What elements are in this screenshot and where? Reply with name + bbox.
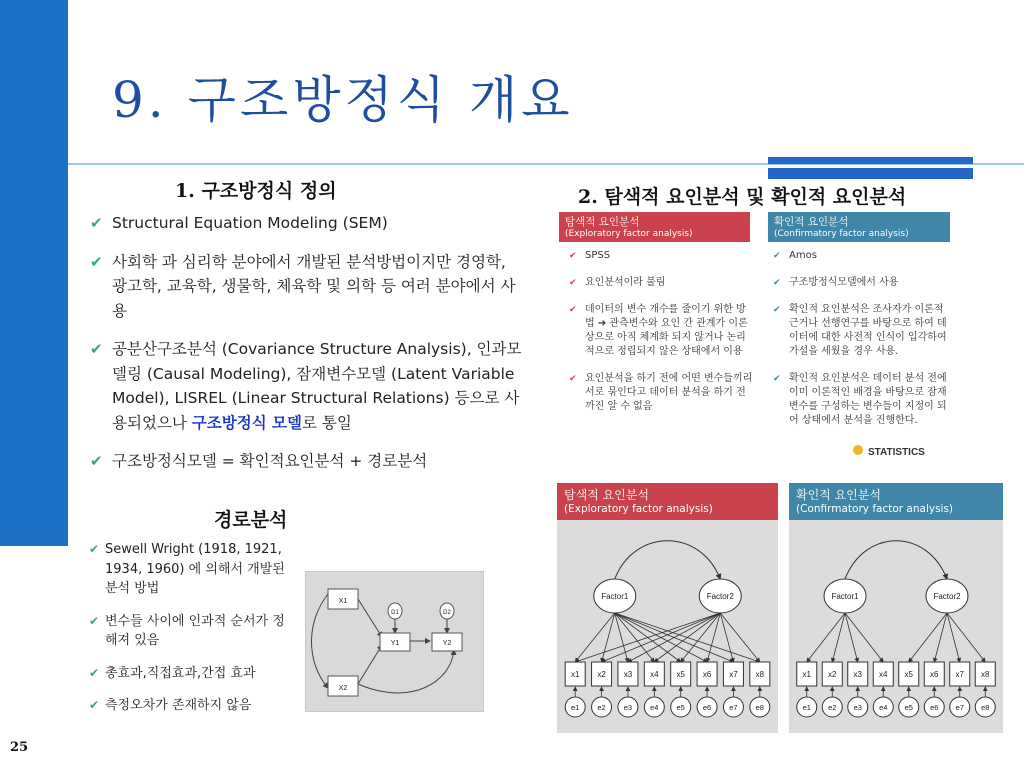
svg-text:x6: x6	[930, 670, 939, 679]
svg-text:e6: e6	[930, 703, 939, 712]
error-term	[750, 687, 770, 717]
efa-diagram-header: 탐색적 요인분석 (Exploratory factor analysis)	[557, 483, 778, 520]
error-term	[723, 687, 743, 717]
list-item: ✔ 총효과,직접효과,간접 효과	[89, 664, 294, 684]
svg-text:x7: x7	[955, 670, 964, 679]
observed-variable	[644, 662, 664, 686]
svg-text:e6: e6	[702, 703, 712, 712]
error-term	[848, 687, 868, 717]
loading-paths	[575, 613, 760, 662]
error-term	[873, 687, 893, 717]
statistics-watermark	[848, 443, 950, 457]
svg-text:e2: e2	[828, 703, 837, 712]
svg-text:e5: e5	[676, 703, 685, 712]
error-term	[671, 687, 691, 717]
section1-heading: 1. 구조방정식 정의	[175, 180, 337, 202]
svg-text:x4: x4	[879, 670, 888, 679]
left-accent-bar	[0, 0, 68, 546]
slide-title: 9. 구조방정식 개요	[112, 71, 574, 129]
check-icon: ✔	[90, 252, 103, 271]
svg-text:x1: x1	[802, 670, 811, 679]
check-icon: ✔	[89, 613, 100, 628]
loading-paths	[807, 613, 986, 662]
factor-analysis-comparison	[559, 212, 950, 458]
check-icon: ✔	[90, 214, 103, 232]
check-icon: ✔	[569, 305, 577, 315]
svg-text:e5: e5	[904, 703, 913, 712]
svg-text:Factor2: Factor2	[706, 592, 734, 601]
list-item: ✔ Sewell Wright (1918, 1921, 1934, 1960) 에 의해서 개발된 분석 방법	[89, 542, 285, 596]
cfa-list	[773, 249, 950, 441]
observed-variable	[618, 662, 638, 686]
svg-text:Factor2: Factor2	[933, 592, 961, 601]
observed-variable	[873, 662, 893, 686]
error-term	[618, 687, 638, 717]
section3-heading: 경로분석	[214, 509, 288, 531]
observed-variable	[975, 662, 995, 686]
check-icon: ✔	[90, 452, 103, 470]
svg-text:x6: x6	[702, 670, 712, 679]
svg-text:x8: x8	[755, 670, 765, 679]
factor-node	[699, 579, 741, 613]
list-item: ✔ SPSS	[569, 250, 611, 261]
cfa-diagram-header: 확인적 요인분석 (Confirmatory factor analysis)	[789, 483, 1003, 520]
list-item: ✔ Structural Equation Modeling (SEM)	[90, 211, 525, 236]
accent-stripe-bottom	[768, 168, 973, 179]
svg-text:x2: x2	[828, 670, 837, 679]
observed-variable	[950, 662, 970, 686]
svg-text:e2: e2	[597, 703, 606, 712]
path-node-y2	[432, 633, 462, 651]
observed-variable	[797, 662, 817, 686]
efa-diagram	[557, 483, 778, 733]
check-icon: ✔	[569, 374, 577, 384]
error-term	[822, 687, 842, 717]
svg-text:e1: e1	[802, 703, 811, 712]
check-icon: ✔	[90, 340, 103, 358]
svg-text:e3: e3	[853, 703, 862, 712]
section1-bullet-list	[90, 211, 525, 488]
path-node-y1	[380, 633, 410, 651]
svg-text:x4: x4	[650, 670, 659, 679]
logo-icon	[853, 445, 863, 455]
observed-variable	[592, 662, 612, 686]
error-term	[592, 687, 612, 717]
list-item: ✔ 데이터의 변수 개수를 줄이기 위한 방법 ➔ 관측변수와 요인 간 관계가 이론상으로 아직 체계화 되지 않거나 논리적으로 정립되지 않은 상태에서 이용	[569, 304, 748, 357]
list-item: ✔ 요인분석을 하기 전에 어떤 변수들끼리 서로 묶인다고 데이터 분석을 하기 전까진 알 수 없음	[569, 373, 753, 412]
svg-text:x1: x1	[570, 670, 580, 679]
highlight-term: 구조방정식 모델	[191, 413, 303, 432]
check-icon: ✔	[773, 251, 781, 261]
factor-node	[824, 579, 866, 613]
error-term	[975, 687, 995, 717]
svg-text:x3: x3	[853, 670, 862, 679]
error-term	[565, 687, 585, 717]
list-item: ✔ 구조방정식모델에서 사용	[773, 277, 899, 288]
svg-text:e7: e7	[729, 703, 738, 712]
svg-text:x7: x7	[729, 670, 738, 679]
list-item: ✔ Amos	[773, 250, 817, 261]
observed-variable	[848, 662, 868, 686]
svg-text:e4: e4	[650, 703, 659, 712]
efa-diagram-graphic	[557, 520, 778, 733]
path-node-d2	[440, 603, 454, 619]
observed-variable	[750, 662, 770, 686]
error-term	[899, 687, 919, 717]
check-icon: ✔	[569, 251, 577, 261]
list-item: ✔ 요인분석이라 불림	[569, 277, 666, 288]
path-node-x1	[328, 589, 358, 609]
observed-variable	[697, 662, 717, 686]
svg-text:e1: e1	[571, 703, 580, 712]
list-item: ✔ 사회학 과 심리학 분야에서 개발된 분석방법이지만 경영학, 광고학, 교육학, 생물학, 체육학 및 의학 등 여러 분야에서 사용	[90, 250, 525, 324]
error-term	[644, 687, 664, 717]
check-icon: ✔	[569, 278, 577, 288]
check-icon: ✔	[773, 278, 781, 288]
svg-text:e8: e8	[755, 703, 764, 712]
list-item: ✔ 공분산구조분석 (Covariance Structure Analysis), 인과모델링 (Causal Modeling), 잠재변수모델 (Latent Variable Model), LISREL (Linear Structural Relations) 등으로 사용되었으나 구조방정식 모델로 통일	[90, 337, 525, 435]
check-icon: ✔	[773, 374, 781, 384]
check-icon: ✔	[89, 665, 100, 680]
check-icon: ✔	[773, 305, 781, 315]
accent-stripe-top	[768, 157, 973, 164]
section3-bullet-list	[89, 540, 294, 729]
svg-text:e7: e7	[955, 703, 964, 712]
svg-text:e8: e8	[981, 703, 990, 712]
list-item: ✔ 구조방정식모델 = 확인적요인분석 + 경로분석	[90, 449, 525, 474]
svg-text:D2: D2	[443, 610, 451, 616]
observed-variable	[565, 662, 585, 686]
path-node-d1	[388, 603, 402, 619]
section2-heading: 2. 탐색적 요인분석 및 확인적 요인분석	[578, 186, 907, 208]
svg-text:x8: x8	[981, 670, 990, 679]
check-icon: ✔	[89, 542, 100, 556]
efa-list	[569, 249, 754, 427]
list-item: ✔ 변수들 사이에 인과적 순서가 정해져 있음	[89, 613, 285, 648]
svg-text:x5: x5	[676, 670, 685, 679]
page-number: 25	[10, 740, 29, 755]
factor-node	[594, 579, 636, 613]
svg-text:Factor1: Factor1	[601, 592, 629, 601]
observed-variable	[723, 662, 743, 686]
efa-header: 탐색적 요인분석 (Exploratory factor analysis)	[559, 212, 750, 242]
svg-text:Y2: Y2	[442, 640, 452, 647]
observed-variable	[924, 662, 944, 686]
svg-text:Y1: Y1	[390, 640, 400, 647]
svg-text:e3: e3	[623, 703, 633, 712]
error-term	[950, 687, 970, 717]
factor-node	[926, 579, 968, 613]
observed-variable	[899, 662, 919, 686]
error-term	[797, 687, 817, 717]
svg-text:X1: X1	[338, 598, 348, 605]
path-analysis-diagram	[305, 571, 484, 712]
svg-text:x5: x5	[904, 670, 913, 679]
svg-text:X2: X2	[338, 685, 348, 692]
svg-text:x2: x2	[597, 670, 606, 679]
cfa-header: 확인적 요인분석 (Confirmatory factor analysis)	[768, 212, 950, 242]
cfa-diagram-graphic	[789, 520, 1003, 733]
observed-variable	[822, 662, 842, 686]
cfa-diagram	[789, 483, 1003, 733]
observed-variable	[671, 662, 691, 686]
svg-text:x3: x3	[623, 670, 633, 679]
error-term	[924, 687, 944, 717]
svg-text:Factor1: Factor1	[831, 592, 859, 601]
error-term	[697, 687, 717, 717]
svg-text:STATISTICS: STATISTICS	[868, 447, 925, 457]
svg-text:e4: e4	[879, 703, 888, 712]
list-item: ✔ 측정오차가 존재하지 않음	[89, 696, 294, 716]
svg-text:D1: D1	[391, 610, 399, 616]
path-node-x2	[328, 676, 358, 696]
check-icon: ✔	[89, 698, 100, 712]
list-item: ✔ 확인적 요인분석은 데이터 분석 전에 이미 이론적인 배경을 바탕으로 잠재변수를 구성하는 변수들이 지정이 되어 상태에서 분석을 진행한다.	[773, 373, 947, 426]
list-item: ✔ 확인적 요인분석은 조사자가 이론적 근거나 선행연구를 바탕으로 하여 데이터에 대한 사전적 인식이 입각하여 가설을 세웠을 경우 사용.	[773, 304, 947, 357]
